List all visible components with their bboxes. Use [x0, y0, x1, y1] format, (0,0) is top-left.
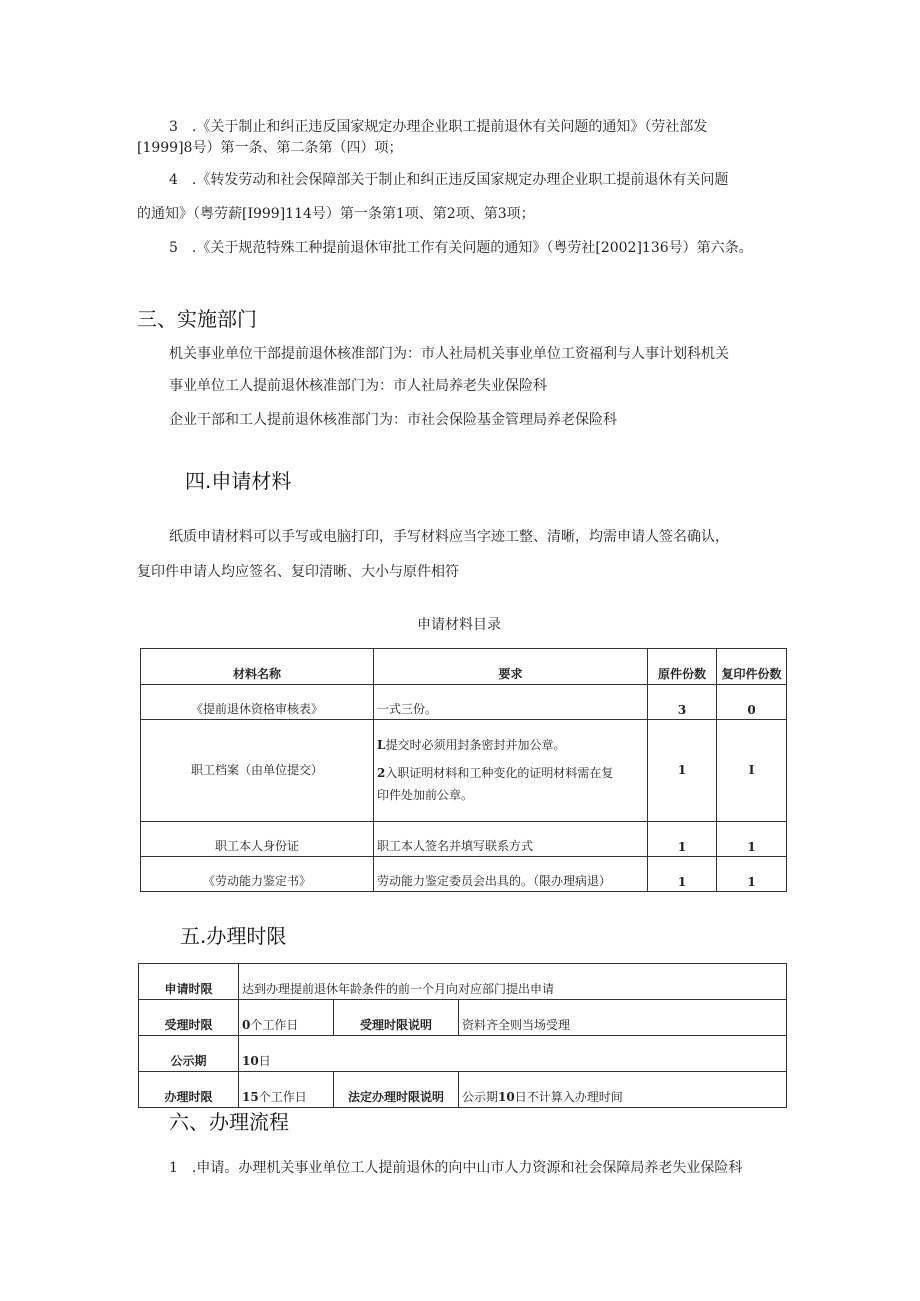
copy-count: I: [717, 720, 787, 822]
original-count: 3: [648, 685, 717, 720]
apply-value: 达到办理提前退休年龄条件的前一个月向对应部门提出申请: [239, 964, 787, 1000]
dept-line-1: 机关事业单位干部提前退休核准部门为：市人社局机关事业单位工资福利与人事计划科机关: [169, 346, 729, 362]
legal-label: 法定办理时限说明: [334, 1072, 459, 1108]
accept-value: 0个工作日: [239, 1000, 334, 1036]
process-step-1: 1 .申请。办理机关事业单位工人提前退休的向中山市人力资源和社会保障局养老失业保险科: [169, 1160, 743, 1176]
publicity-label: 公示期: [139, 1036, 239, 1072]
basis-item-3-line2: [1999]8号）第一条、第二条第（四）项；: [137, 140, 403, 156]
material-name: 职工档案（由单位提交）: [141, 720, 374, 822]
material-requirement: 劳动能力鉴定委员会出具的。（限办理病退）: [374, 857, 648, 892]
apply-label: 申请时限: [139, 964, 239, 1000]
basis-item-5: 5 .《关于规范特殊工种提前退休审批工作有关问题的通知》（粤劳社[2002]136号）第六条。: [169, 240, 753, 256]
section-dept-title: 三、实施部门: [137, 307, 257, 331]
materials-desc-line2: 复印件申请人均应签名、复印清晰、大小与原件相符: [137, 564, 459, 580]
material-name: 《提前退休资格审核表》: [141, 685, 374, 720]
accept-note: 资料齐全则当场受理: [459, 1000, 787, 1036]
materials-table-caption: 申请材料目录: [417, 617, 501, 633]
basis-item-4-line2: 的通知》（粤劳薪[I999]114号）第一条第1项、第2项、第3项；: [137, 206, 535, 222]
section-time-title: 五.办理时限: [180, 924, 287, 948]
section-materials-title: 四.申请材料: [185, 469, 292, 493]
dept-line-3: 企业干部和工人提前退休核准部门为：市社会保险基金管理局养老保险科: [169, 412, 617, 428]
original-count: 1: [648, 857, 717, 892]
material-requirement: L提交时必须用封条密封并加公章。 2入职证明材料和工种变化的证明材料需在复 印件处加前公章。: [374, 720, 648, 822]
apply-row: [139, 964, 787, 1000]
table-row: [141, 822, 787, 857]
basis-item-4-line1: 4 .《转发劳动和社会保障部关于制止和纠正违反国家规定办理企业职工提前退休有关问题: [169, 172, 729, 188]
copy-count: 0: [717, 685, 787, 720]
materials-table: [140, 648, 787, 892]
header-original: 原件份数: [648, 649, 717, 685]
table-row: [141, 685, 787, 720]
publicity-row: [139, 1036, 787, 1072]
process-label: 办理时限: [139, 1072, 239, 1108]
section-process-title: 六、办理流程: [169, 1110, 289, 1134]
original-count: 1: [648, 720, 717, 822]
process-value: 15个工作日: [239, 1072, 334, 1108]
original-count: 1: [648, 822, 717, 857]
time-limit-table: [138, 963, 787, 1108]
legal-note: 公示期10日不计算入办理时间: [459, 1072, 787, 1108]
accept-note-label: 受理时限说明: [334, 1000, 459, 1036]
accept-row: [139, 1000, 787, 1036]
material-name: 《劳动能力鉴定书》: [141, 857, 374, 892]
header-requirement: 要求: [374, 649, 648, 685]
table-row: [141, 720, 787, 822]
table-row: [141, 857, 787, 892]
copy-count: 1: [717, 822, 787, 857]
material-requirement: 一式三份。: [374, 685, 648, 720]
materials-table-header: [141, 649, 787, 685]
materials-desc-line1: 纸质申请材料可以手写或电脑打印，手写材料应当字迹工整、清晰，均需申请人签名确认，: [169, 529, 729, 545]
publicity-value: 10日: [239, 1036, 787, 1072]
process-row: [139, 1072, 787, 1108]
copy-count: 1: [717, 857, 787, 892]
material-name: 职工本人身份证: [141, 822, 374, 857]
accept-label: 受理时限: [139, 1000, 239, 1036]
basis-item-3-line1: 3 .《关于制止和纠正违反国家规定办理企业职工提前退休有关问题的通知》（劳社部发: [169, 119, 708, 135]
dept-line-2: 事业单位工人提前退休核准部门为：市人社局养老失业保险科: [169, 378, 547, 394]
header-copy: 复印件份数: [717, 649, 787, 685]
material-requirement: 职工本人签名并填写联系方式: [374, 822, 648, 857]
header-name: 材料名称: [141, 649, 374, 685]
